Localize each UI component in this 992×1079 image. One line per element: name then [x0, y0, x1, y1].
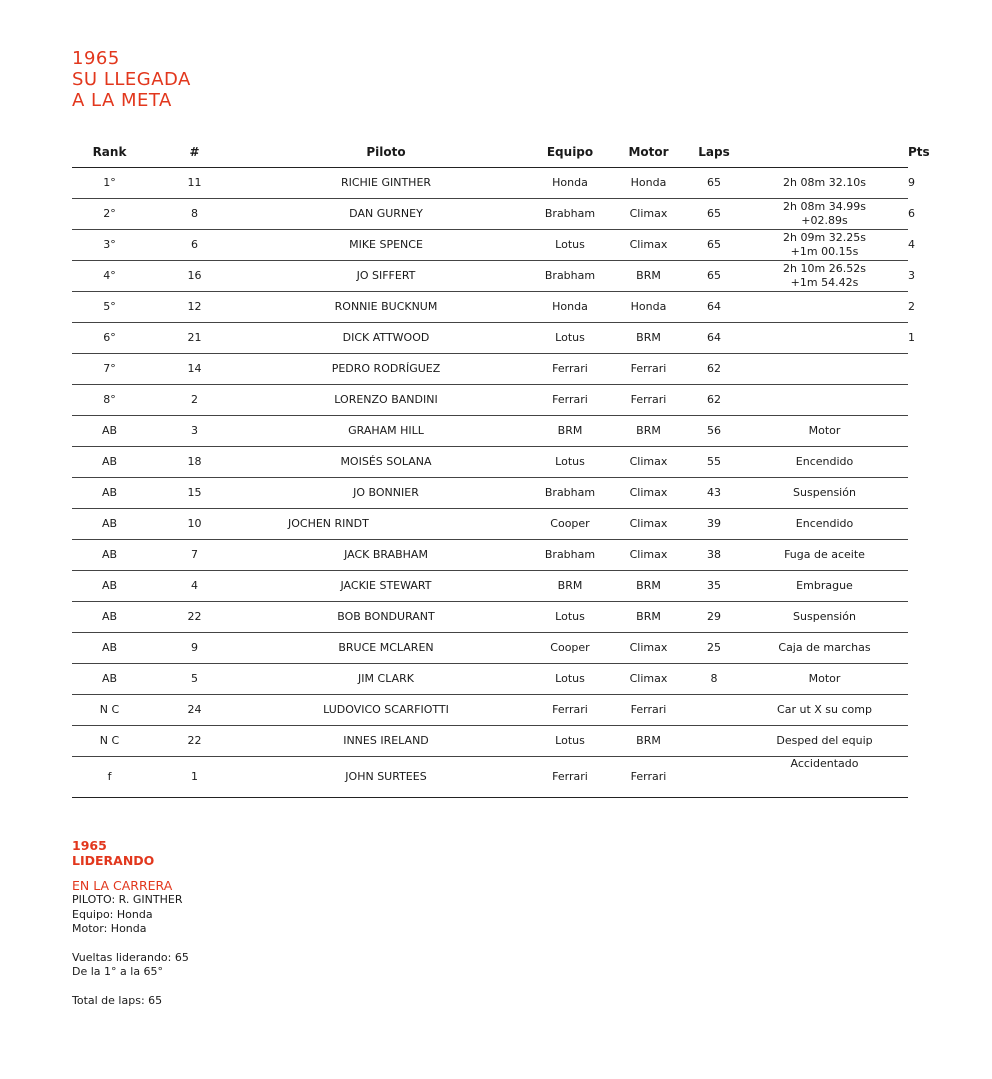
leader-heading: LIDERANDO — [72, 853, 155, 868]
cell-motor: Ferrari — [610, 757, 687, 798]
cell-piloto: LUDOVICO SCARFIOTTI — [242, 695, 530, 726]
cell-laps: 43 — [687, 478, 741, 509]
status-line-1: 2h 10m 26.52s — [783, 262, 866, 275]
cell-equipo: Honda — [530, 168, 610, 199]
cell-rank: 6° — [72, 323, 147, 354]
status-line-2: +1m 54.42s — [790, 276, 859, 289]
cell-num: 9 — [147, 633, 242, 664]
cell-equipo: Lotus — [530, 602, 610, 633]
cell-motor: Climax — [610, 447, 687, 478]
cell-status — [741, 230, 908, 261]
cell-status — [741, 726, 908, 757]
cell-rank: AB — [72, 602, 147, 633]
cell-status — [741, 323, 908, 354]
cell-piloto: RONNIE BUCKNUM — [242, 292, 530, 323]
leader-year: 1965 — [72, 838, 107, 853]
cell-rank: AB — [72, 478, 147, 509]
cell-status — [741, 633, 908, 664]
table-row — [72, 509, 908, 540]
table-header-row: Rank # Piloto Equipo Motor Laps Pts — [72, 136, 908, 168]
table-row: 6° 21 DICK ATTWOOD Lotus BRM 64 1 — [72, 323, 908, 354]
cell-status — [741, 447, 908, 478]
status-line-1: Accidentado — [790, 757, 859, 770]
title-line-2: SU LLEGADA — [72, 69, 191, 90]
cell-status — [741, 354, 908, 385]
cell-laps: 8 — [687, 664, 741, 695]
cell-motor: BRM — [610, 261, 687, 292]
leader-summary — [72, 838, 189, 1008]
table-row — [72, 633, 908, 664]
cell-motor: Climax — [610, 633, 687, 664]
table-row: 4° 16 JO SIFFERT Brabham BRM 65 2h 10m 26.52s +1m 54.42s 3 — [72, 261, 908, 292]
cell-status — [741, 168, 908, 199]
cell-equipo: Lotus — [530, 447, 610, 478]
cell-rank: AB — [72, 416, 147, 447]
cell-equipo: Lotus — [530, 230, 610, 261]
table-row — [72, 695, 908, 726]
cell-motor: Climax — [610, 664, 687, 695]
cell-num: 21 — [147, 323, 242, 354]
cell-piloto: BOB BONDURANT — [242, 602, 530, 633]
table-row — [72, 602, 908, 633]
cell-equipo: Brabham — [530, 199, 610, 230]
header-piloto: Piloto — [242, 136, 530, 168]
cell-laps: 62 — [687, 385, 741, 416]
cell-status — [741, 540, 908, 571]
table-row — [72, 757, 908, 798]
cell-equipo: Brabham — [530, 478, 610, 509]
cell-piloto: JACK BRABHAM — [242, 540, 530, 571]
cell-status — [741, 478, 908, 509]
cell-laps: 38 — [687, 540, 741, 571]
status-line-2: +1m 00.15s — [790, 245, 859, 258]
leader-motor: Motor: Honda — [72, 922, 147, 935]
title-line-3: A LA META — [72, 90, 172, 111]
cell-piloto: JIM CLARK — [242, 664, 530, 695]
leader-total: Total de laps: 65 — [72, 993, 163, 1007]
cell-laps: 35 — [687, 571, 741, 602]
cell-num: 6 — [147, 230, 242, 261]
cell-motor: Climax — [610, 540, 687, 571]
header-status — [741, 136, 908, 168]
cell-num: 3 — [147, 416, 242, 447]
cell-motor: Ferrari — [610, 695, 687, 726]
header-num: # — [147, 136, 242, 168]
cell-piloto: MOISÉS SOLANA — [242, 447, 530, 478]
cell-status — [741, 292, 908, 323]
table-row — [72, 478, 908, 509]
cell-equipo: Ferrari — [530, 757, 610, 798]
cell-rank: AB — [72, 633, 147, 664]
results-table — [72, 136, 930, 798]
cell-equipo: BRM — [530, 416, 610, 447]
status-line-1: 2h 09m 32.25s — [783, 231, 866, 244]
cell-num: 18 — [147, 447, 242, 478]
cell-laps: 64 — [687, 323, 741, 354]
cell-piloto: RICHIE GINTHER — [242, 168, 530, 199]
cell-rank: 5° — [72, 292, 147, 323]
table-row — [72, 385, 908, 416]
cell-motor: BRM — [610, 726, 687, 757]
cell-equipo: Lotus — [530, 323, 610, 354]
cell-status — [741, 664, 908, 695]
cell-num: 5 — [147, 664, 242, 695]
cell-equipo: Cooper — [530, 633, 610, 664]
cell-equipo: Ferrari — [530, 385, 610, 416]
cell-num: 11 — [147, 168, 242, 199]
cell-equipo: Brabham — [530, 540, 610, 571]
cell-rank: AB — [72, 540, 147, 571]
status-line-1: Encendido — [795, 455, 854, 468]
cell-rank: 8° — [72, 385, 147, 416]
status-line-2: +02.89s — [801, 214, 848, 227]
cell-rank: 3° — [72, 230, 147, 261]
cell-laps: 55 — [687, 447, 741, 478]
table-row — [72, 447, 908, 478]
cell-piloto: LORENZO BANDINI — [242, 385, 530, 416]
cell-laps: 65 — [687, 261, 741, 292]
cell-status — [741, 571, 908, 602]
cell-num: 1 — [147, 757, 242, 798]
status-line-1: 2h 08m 34.99s — [783, 200, 866, 213]
cell-motor: BRM — [610, 416, 687, 447]
cell-piloto: INNES IRELAND — [242, 726, 530, 757]
cell-motor: Ferrari — [610, 354, 687, 385]
leader-equipo: Equipo: Honda — [72, 907, 153, 921]
status-line-1: Motor — [808, 672, 841, 685]
cell-piloto: MIKE SPENCE — [242, 230, 530, 261]
cell-laps — [687, 695, 741, 726]
status-line-1: Encendido — [795, 517, 854, 530]
cell-equipo: Ferrari — [530, 695, 610, 726]
cell-status — [741, 199, 908, 230]
cell-motor: Climax — [610, 478, 687, 509]
cell-rank: AB — [72, 571, 147, 602]
cell-motor: Honda — [610, 292, 687, 323]
status-line-1: Desped del equip — [776, 734, 873, 747]
cell-laps: 39 — [687, 509, 741, 540]
cell-laps: 25 — [687, 633, 741, 664]
cell-piloto: DAN GURNEY — [242, 199, 530, 230]
cell-piloto: PEDRO RODRÍGUEZ — [242, 354, 530, 385]
cell-laps: 56 — [687, 416, 741, 447]
header-equipo: Equipo — [530, 136, 610, 168]
cell-num: 4 — [147, 571, 242, 602]
status-line-1: Car ut X su comp — [777, 703, 872, 716]
cell-piloto: JOHN SURTEES — [242, 757, 530, 798]
cell-piloto: JACKIE STEWART — [242, 571, 530, 602]
cell-motor: Honda — [610, 168, 687, 199]
leader-piloto: PILOTO: R. GINTHER — [72, 893, 183, 906]
cell-num: 10 — [147, 509, 242, 540]
cell-equipo: BRM — [530, 571, 610, 602]
table-row — [72, 664, 908, 695]
header-motor: Motor — [610, 136, 687, 168]
cell-piloto: JO SIFFERT — [242, 261, 530, 292]
table-row — [72, 726, 908, 757]
cell-laps: 29 — [687, 602, 741, 633]
cell-rank: N C — [72, 695, 147, 726]
cell-laps: 62 — [687, 354, 741, 385]
status-line-1: Suspensión — [793, 610, 856, 623]
cell-piloto: GRAHAM HILL — [242, 416, 530, 447]
cell-num: 15 — [147, 478, 242, 509]
cell-status — [741, 385, 908, 416]
title-year: 1965 — [72, 48, 120, 69]
cell-num: 22 — [147, 602, 242, 633]
leader-vueltas: Vueltas liderando: 65 — [72, 950, 189, 964]
cell-rank: AB — [72, 447, 147, 478]
cell-motor: Climax — [610, 199, 687, 230]
cell-status — [741, 602, 908, 633]
cell-motor: BRM — [610, 602, 687, 633]
cell-status — [741, 416, 908, 447]
table-row — [72, 540, 908, 571]
cell-laps: 65 — [687, 199, 741, 230]
cell-rank: 7° — [72, 354, 147, 385]
cell-status — [741, 757, 908, 798]
cell-rank: 1° — [72, 168, 147, 199]
table-row: 2° 8 DAN GURNEY Brabham Climax 65 2h 08m 34.99s +02.89s 6 — [72, 199, 908, 230]
table-row — [72, 571, 908, 602]
cell-equipo: Lotus — [530, 726, 610, 757]
cell-laps — [687, 757, 741, 798]
cell-motor: Climax — [610, 509, 687, 540]
status-line-1: Fuga de aceite — [784, 548, 865, 561]
status-line-1: Embrague — [796, 579, 853, 592]
cell-num: 8 — [147, 199, 242, 230]
cell-rank: 2° — [72, 199, 147, 230]
cell-num: 14 — [147, 354, 242, 385]
cell-rank: f — [72, 757, 147, 798]
cell-rank: N C — [72, 726, 147, 757]
cell-equipo: Brabham — [530, 261, 610, 292]
cell-laps: 65 — [687, 168, 741, 199]
cell-rank: AB — [72, 509, 147, 540]
cell-piloto: BRUCE MCLAREN — [242, 633, 530, 664]
cell-status — [741, 695, 908, 726]
leader-subheading: EN LA CARRERA — [72, 878, 173, 893]
cell-num: 2 — [147, 385, 242, 416]
cell-piloto: DICK ATTWOOD — [242, 323, 530, 354]
cell-motor: Ferrari — [610, 385, 687, 416]
cell-piloto: JOCHEN RINDT — [242, 509, 530, 540]
cell-equipo: Cooper — [530, 509, 610, 540]
page-title — [72, 48, 191, 111]
cell-status — [741, 261, 908, 292]
cell-num: 12 — [147, 292, 242, 323]
table-row: 5° 12 RONNIE BUCKNUM Honda Honda 64 2 — [72, 292, 908, 323]
table-row: 1° 11 RICHIE GINTHER Honda Honda 65 2h 08m 32.10s 9 — [72, 168, 908, 199]
cell-laps — [687, 726, 741, 757]
cell-equipo: Lotus — [530, 664, 610, 695]
cell-equipo: Ferrari — [530, 354, 610, 385]
status-line-1: 2h 08m 32.10s — [783, 176, 866, 189]
cell-rank: AB — [72, 664, 147, 695]
cell-num: 7 — [147, 540, 242, 571]
table-row — [72, 354, 908, 385]
cell-motor: BRM — [610, 323, 687, 354]
cell-equipo: Honda — [530, 292, 610, 323]
leader-rango: De la 1° a la 65° — [72, 965, 164, 978]
cell-num: 16 — [147, 261, 242, 292]
status-line-1: Suspensión — [793, 486, 856, 499]
cell-motor: BRM — [610, 571, 687, 602]
status-line-1: Caja de marchas — [778, 641, 871, 654]
table-row — [72, 416, 908, 447]
table-row: 3° 6 MIKE SPENCE Lotus Climax 65 2h 09m 32.25s +1m 00.15s 4 — [72, 230, 908, 261]
cell-rank: 4° — [72, 261, 147, 292]
status-line-1: Motor — [808, 424, 841, 437]
cell-num: 22 — [147, 726, 242, 757]
cell-piloto: JO BONNIER — [242, 478, 530, 509]
header-rank: Rank — [72, 136, 147, 168]
cell-status — [741, 509, 908, 540]
cell-laps: 64 — [687, 292, 741, 323]
cell-num: 24 — [147, 695, 242, 726]
cell-laps: 65 — [687, 230, 741, 261]
header-laps: Laps — [687, 136, 741, 168]
cell-motor: Climax — [610, 230, 687, 261]
